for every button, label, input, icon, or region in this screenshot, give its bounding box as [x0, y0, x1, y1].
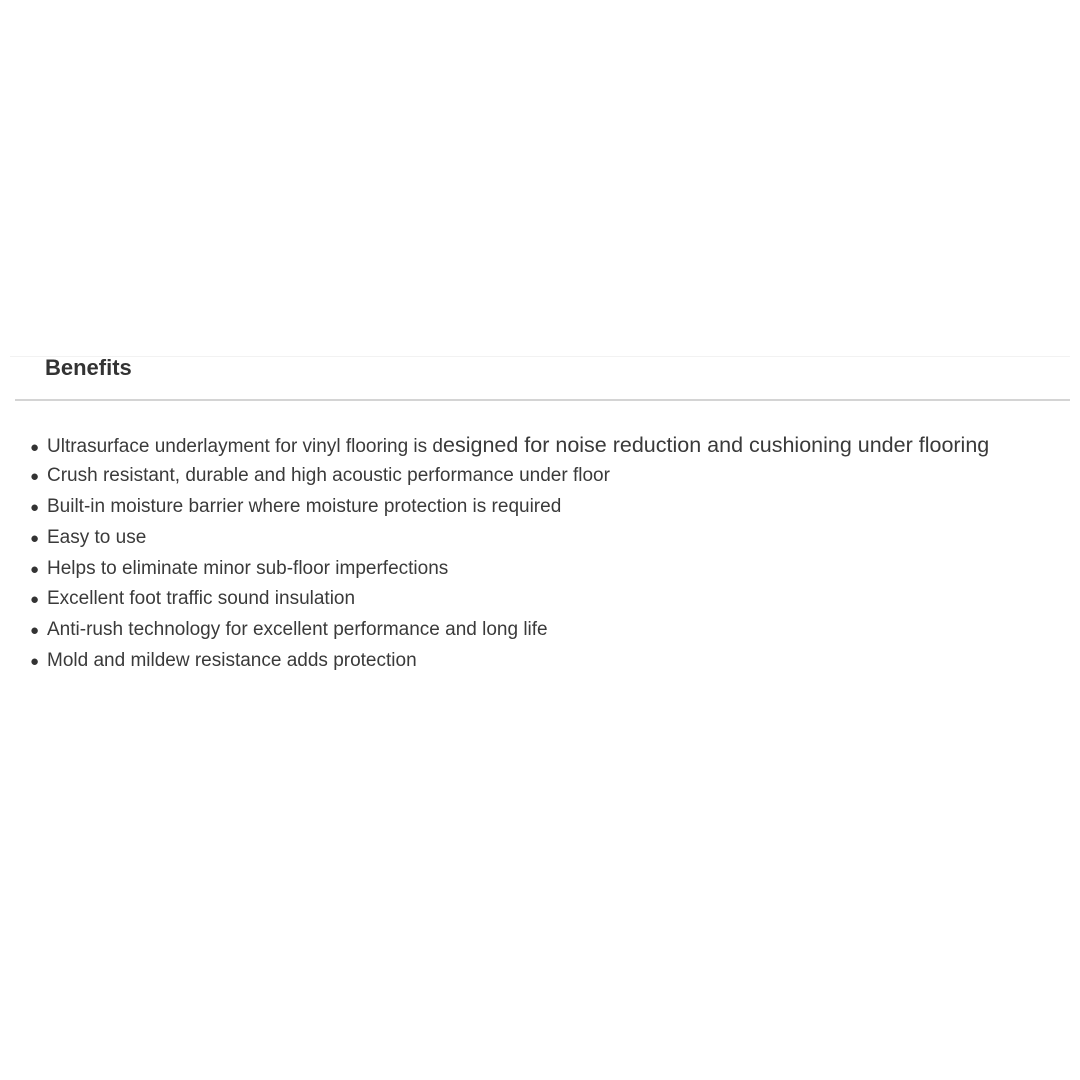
bullet-icon: ● — [30, 467, 40, 485]
list-item — [30, 554, 1075, 585]
benefits-list — [30, 430, 1075, 677]
list-item — [30, 523, 1075, 554]
bullet-icon: ● — [30, 591, 40, 609]
list-item — [30, 430, 1075, 461]
list-item — [30, 646, 1075, 677]
benefit-text: Anti-rush technology for excellent performance and long life — [47, 619, 548, 641]
benefit-text: Helps to eliminate minor sub-floor imperfections — [47, 557, 449, 579]
benefit-text-large: esigned for noise reduction and cushioning under flooring — [443, 433, 990, 457]
benefit-text: Built-in moisture barrier where moisture protection is required — [47, 495, 562, 517]
bullet-icon: ● — [30, 622, 40, 640]
top-divider — [10, 356, 1070, 357]
list-item — [30, 615, 1075, 646]
benefit-text: Ultrasurface underlayment for vinyl flooring is d — [47, 436, 444, 457]
list-item — [30, 492, 1075, 523]
benefit-text: Excellent foot traffic sound insulation — [47, 588, 356, 610]
bullet-icon: ● — [30, 560, 40, 578]
benefit-text: Crush resistant, durable and high acoustic performance under floor — [47, 464, 610, 486]
benefit-text: Mold and mildew resistance adds protection — [47, 650, 417, 672]
bullet-icon: ● — [30, 439, 40, 456]
list-item — [30, 584, 1075, 615]
bullet-icon: ● — [30, 529, 40, 547]
bullet-icon: ● — [30, 498, 40, 516]
list-item — [30, 461, 1075, 492]
bullet-icon: ● — [30, 653, 40, 671]
benefit-text: Easy to use — [47, 526, 147, 548]
section-title: Benefits — [45, 355, 132, 380]
heading-divider — [15, 399, 1070, 401]
